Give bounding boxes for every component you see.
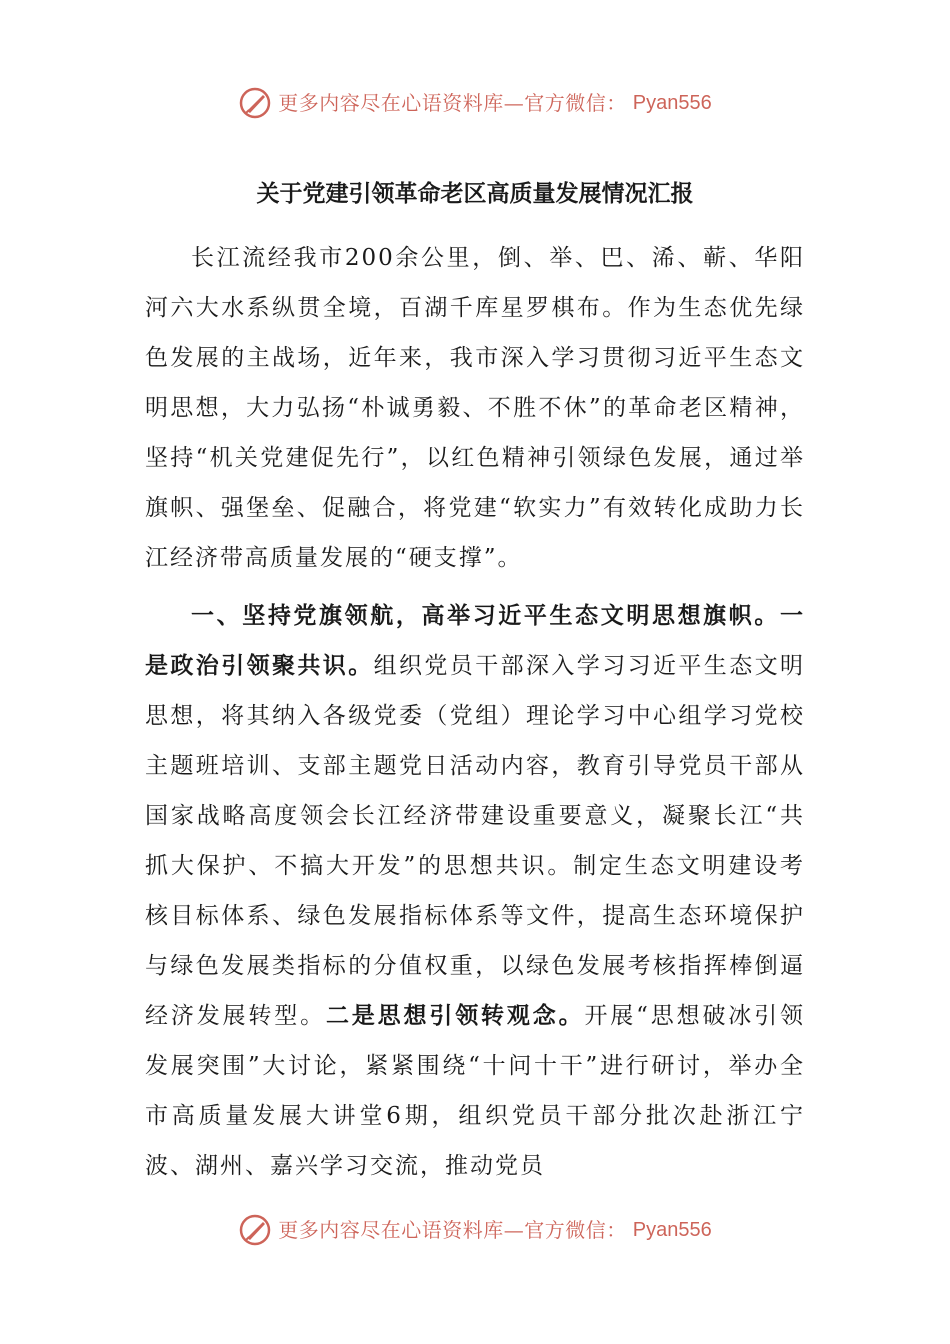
watermark-id: Pyan556 [632,92,712,114]
bold-heading-text: 一是政治引领聚共识。 [145,602,805,679]
paragraph [145,591,805,1191]
body-text: 开展“思想破冰引领发展突围”大讨论，紧紧围绕“十问十干”进行研讨，举办全市高质量发展大讲堂6期，组织党员干部分批次赴浙江宁波、湖州、嘉兴学习交流，推动党员 [145,1003,806,1179]
watermark-text: 更多内容尽在心语资料库—官方微信： [278,1218,627,1242]
watermark-text: 更多内容尽在心语资料库—官方微信： [278,91,627,115]
document-title: 关于党建引领革命老区高质量发展情况汇报 [256,180,694,207]
quill-pen-logo-icon [238,86,272,120]
watermark-header [0,86,950,120]
watermark-footer [0,1213,950,1247]
paragraph [145,233,805,583]
bold-heading-text: 二是思想引领转观念。 [325,1002,585,1029]
bold-heading-text: 一、坚持党旗领航，高举习近平生态文明思想旗帜。 [191,602,780,629]
body-text: 长江流经我市200余公里，倒、举、巴、浠、蕲、华阳河六大水系纵贯全境，百湖千库星罗棋布。作为生态优先绿色发展的主战场，近年来，我市深入学习贯彻习近平生态文明思想，大力弘扬“朴诚勇毅、不胜不休”的革命老区精神，坚持“机关党建促先行”，以红色精神引领绿色发展，通过举旗帜、强堡垒、促融合，将党建“软实力”有效转化成助力长江经济带高质量发展的“硬支撑”。 [145,245,805,571]
watermark-id: Pyan556 [632,1219,712,1241]
quill-pen-logo-icon [238,1213,272,1247]
document-body [145,233,805,1191]
body-text: 组织党员干部深入学习习近平生态文明思想，将其纳入各级党委（党组）理论学习中心组学习党校主题班培训、支部主题党日活动内容，教育引导党员干部从国家战略高度领会长江经济带建设重要意义，凝聚长江“共抓大保护、不搞大开发”的思想共识。制定生态文明建设考核目标体系、绿色发展指标体系等文件，提高生态环境保护与绿色发展类指标的分值权重，以绿色发展考核指挥棒倒逼经济发展转型。 [145,653,806,1029]
